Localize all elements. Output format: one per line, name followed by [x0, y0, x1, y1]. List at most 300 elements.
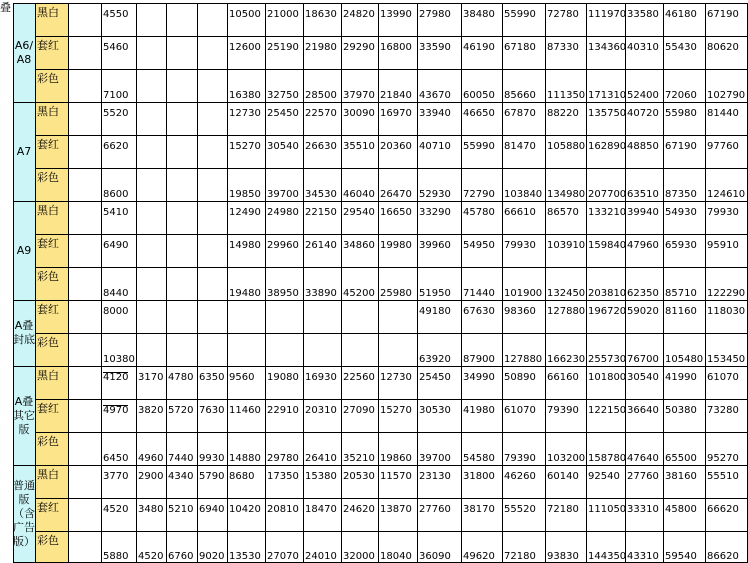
price-cell: 9020	[199, 551, 225, 562]
grid-line-vertical	[136, 3, 137, 563]
grid-line-vertical	[417, 3, 418, 563]
price-cell: 12730	[380, 372, 412, 383]
price-cell	[265, 333, 303, 366]
price-cell: 92540	[588, 471, 620, 482]
grid-line-vertical	[625, 3, 626, 563]
color-label: 黑白	[35, 366, 68, 399]
price-cell: 20310	[305, 405, 337, 416]
price-cell: 55990	[463, 141, 495, 152]
price-cell: 38480	[463, 9, 495, 20]
grid-line-vertical	[227, 3, 228, 563]
price-cell: 27760	[627, 471, 659, 482]
price-cell: 72060	[665, 90, 697, 101]
grid-line-vertical	[68, 3, 69, 563]
grid-line-horizontal	[13, 300, 748, 301]
price-cell: 17350	[267, 471, 299, 482]
price-cell: 66620	[707, 504, 739, 515]
price-cell: 87330	[547, 42, 579, 53]
price-cell: 22150	[305, 207, 337, 218]
price-cell	[136, 36, 166, 69]
price-cell: 41980	[463, 405, 495, 416]
price-cell: 103840	[504, 189, 543, 200]
price-cell: 11460	[229, 405, 261, 416]
color-label: 黑白	[35, 102, 68, 135]
price-cell	[197, 201, 227, 234]
group-category	[13, 465, 35, 563]
price-cell: 9930	[199, 453, 225, 464]
price-cell: 34990	[463, 372, 495, 383]
price-cell: 19860	[380, 453, 412, 464]
price-cell	[303, 300, 341, 333]
grid-line-vertical	[705, 3, 706, 563]
price-cell	[136, 234, 166, 267]
price-cell: 4970	[101, 399, 136, 432]
price-cell: 30540	[267, 141, 299, 152]
price-cell: 25980	[380, 288, 412, 299]
price-cell: 18630	[305, 9, 337, 20]
price-cell: 6940	[199, 504, 225, 515]
color-label: 套红	[35, 399, 68, 432]
price-cell: 9560	[229, 372, 255, 383]
price-cell: 33290	[419, 207, 451, 218]
price-cell: 132450	[547, 288, 586, 299]
price-cell: 25450	[419, 372, 451, 383]
price-cell: 24620	[343, 504, 375, 515]
price-cell: 134360	[588, 42, 627, 53]
price-cell: 95270	[707, 453, 739, 464]
grid-line-horizontal	[35, 399, 748, 400]
price-cell: 5520	[103, 108, 129, 119]
price-cell: 122150	[588, 405, 627, 416]
price-cell: 86570	[547, 207, 579, 218]
price-cell	[197, 234, 227, 267]
price-cell: 47640	[627, 453, 659, 464]
color-label: 黑白	[35, 201, 68, 234]
price-cell: 87350	[665, 189, 697, 200]
price-cell: 26630	[305, 141, 337, 152]
grid-line-horizontal	[13, 3, 748, 4]
price-cell: 31800	[463, 471, 495, 482]
price-cell	[197, 300, 227, 333]
price-cell: 22910	[267, 405, 299, 416]
color-label: 套红	[35, 135, 68, 168]
price-cell: 6620	[103, 141, 129, 152]
price-cell: 47960	[627, 240, 659, 251]
price-cell	[197, 36, 227, 69]
price-cell: 24820	[343, 9, 375, 20]
price-cell: 8600	[103, 189, 129, 200]
price-cell: 45800	[665, 504, 697, 515]
price-cell: 16800	[380, 42, 412, 53]
price-cell: 49620	[463, 551, 495, 562]
price-cell: 4120	[101, 366, 136, 399]
price-cell: 95910	[707, 240, 739, 251]
price-cell: 41990	[665, 372, 697, 383]
price-cell	[166, 201, 197, 234]
price-cell	[265, 300, 303, 333]
price-cell: 4340	[168, 471, 194, 482]
price-cell	[166, 135, 197, 168]
price-cell: 3480	[138, 504, 164, 515]
price-cell: 6490	[103, 240, 129, 251]
price-cell: 29960	[267, 240, 299, 251]
price-cell: 12600	[229, 42, 261, 53]
price-cell: 158780	[588, 453, 627, 464]
price-cell	[166, 267, 197, 300]
price-cell	[166, 168, 197, 201]
price-cell	[136, 267, 166, 300]
price-cell: 59020	[627, 306, 659, 317]
price-cell: 65500	[665, 453, 697, 464]
price-cell	[166, 69, 197, 102]
price-cell: 60140	[547, 471, 579, 482]
price-cell: 81440	[707, 108, 739, 119]
price-cell	[341, 333, 378, 366]
price-cell: 46040	[343, 189, 375, 200]
price-cell: 81470	[504, 141, 536, 152]
grid-line-vertical	[461, 3, 462, 563]
grid-line-vertical	[545, 3, 546, 563]
price-cell: 24010	[305, 551, 337, 562]
price-cell	[303, 333, 341, 366]
price-cell: 34860	[343, 240, 375, 251]
price-cell: 16970	[380, 108, 412, 119]
price-cell: 72180	[547, 504, 579, 515]
price-cell: 34530	[305, 189, 337, 200]
price-cell: 39700	[419, 453, 451, 464]
grid-line-horizontal	[13, 465, 748, 466]
price-cell: 12730	[229, 108, 261, 119]
price-cell: 72180	[504, 551, 536, 562]
price-cell: 20360	[380, 141, 412, 152]
price-cell: 66610	[504, 207, 536, 218]
price-cell: 21980	[305, 42, 337, 53]
price-cell: 10420	[229, 504, 261, 515]
price-cell: 11570	[380, 471, 412, 482]
price-cell: 79930	[504, 240, 536, 251]
price-cell: 118030	[707, 306, 746, 317]
price-cell: 4520	[103, 504, 129, 515]
price-cell: 85710	[665, 288, 697, 299]
price-cell: 61070	[707, 372, 739, 383]
price-cell: 5410	[103, 207, 129, 218]
grid-line-vertical	[502, 3, 503, 563]
price-cell: 26470	[380, 189, 412, 200]
price-cell: 127880	[547, 306, 586, 317]
group-category	[13, 201, 35, 300]
price-cell: 98360	[504, 306, 536, 317]
price-cell: 8680	[229, 471, 255, 482]
group-category-label: 普通版（含广告版）	[13, 479, 35, 548]
price-cell: 20530	[343, 471, 375, 482]
price-cell: 144350	[588, 551, 627, 562]
price-cell: 72790	[463, 189, 495, 200]
grid-line-horizontal	[35, 135, 748, 136]
price-cell: 5880	[103, 551, 129, 562]
color-label: 套红	[35, 498, 68, 531]
price-cell: 134980	[547, 189, 586, 200]
price-cell: 61070	[504, 405, 536, 416]
price-cell: 153450	[707, 354, 746, 365]
price-cell: 37970	[343, 90, 375, 101]
price-cell: 67190	[707, 9, 739, 20]
price-cell: 159840	[588, 240, 627, 251]
price-cell	[197, 3, 227, 36]
price-cell: 40710	[419, 141, 451, 152]
price-cell: 27070	[267, 551, 299, 562]
price-cell: 124610	[707, 189, 746, 200]
page-fragment: 叠	[0, 1, 11, 14]
price-cell: 196720	[588, 306, 627, 317]
group-category	[13, 102, 35, 201]
grid-line-horizontal	[13, 201, 748, 202]
grid-line-horizontal	[35, 36, 748, 37]
price-cell: 67630	[463, 306, 495, 317]
price-cell: 25190	[267, 42, 299, 53]
price-cell	[136, 300, 166, 333]
price-cell	[136, 135, 166, 168]
price-cell: 8000	[103, 306, 129, 317]
price-cell: 135750	[588, 108, 627, 119]
price-cell: 39700	[267, 189, 299, 200]
price-cell: 55990	[504, 9, 536, 20]
price-cell	[197, 333, 227, 366]
grid-line-vertical	[303, 3, 304, 563]
price-cell: 73280	[707, 405, 739, 416]
color-label: 彩色	[35, 531, 68, 563]
price-cell: 72780	[547, 9, 579, 20]
price-cell: 24980	[267, 207, 299, 218]
price-cell: 12490	[229, 207, 261, 218]
price-cell: 127880	[504, 354, 543, 365]
price-cell: 14980	[229, 240, 261, 251]
price-cell: 3820	[138, 405, 164, 416]
price-cell: 15270	[380, 405, 412, 416]
price-cell	[341, 300, 378, 333]
price-cell: 207700	[588, 189, 627, 200]
price-cell: 33890	[305, 288, 337, 299]
group-category-label: A6/A8	[14, 38, 34, 66]
price-cell: 4780	[168, 372, 194, 383]
price-cell: 55430	[665, 42, 697, 53]
color-label: 彩色	[35, 69, 68, 102]
price-cell: 4550	[103, 9, 129, 20]
price-cell: 67180	[504, 42, 536, 53]
price-cell: 102790	[707, 90, 746, 101]
price-cell: 122290	[707, 288, 746, 299]
grid-line-horizontal	[13, 102, 748, 103]
price-cell: 3170	[138, 372, 164, 383]
price-cell: 38160	[665, 471, 697, 482]
price-cell: 203810	[588, 288, 627, 299]
price-cell: 29540	[343, 207, 375, 218]
price-cell: 93830	[547, 551, 579, 562]
price-cell: 67870	[504, 108, 536, 119]
price-cell: 103910	[547, 240, 586, 251]
price-cell: 7630	[199, 405, 225, 416]
price-cell: 5460	[103, 42, 129, 53]
grid-line-vertical	[341, 3, 342, 563]
price-cell: 7100	[103, 90, 129, 101]
price-cell: 5720	[168, 405, 194, 416]
price-cell	[227, 300, 265, 333]
price-cell: 55980	[665, 108, 697, 119]
price-cell: 29780	[267, 453, 299, 464]
price-cell: 43670	[419, 90, 451, 101]
price-cell: 7440	[168, 453, 194, 464]
price-cell: 18040	[380, 551, 412, 562]
group-category	[13, 3, 35, 102]
price-cell	[197, 168, 227, 201]
price-cell: 86620	[707, 551, 739, 562]
price-cell: 16930	[305, 372, 337, 383]
price-cell: 30090	[343, 108, 375, 119]
price-cell	[136, 102, 166, 135]
price-cell	[197, 102, 227, 135]
color-label: 套红	[35, 36, 68, 69]
price-cell: 40720	[627, 108, 659, 119]
price-cell: 13870	[380, 504, 412, 515]
price-cell: 33310	[627, 504, 659, 515]
price-cell: 5790	[199, 471, 225, 482]
price-cell: 255730	[588, 354, 627, 365]
price-cell: 79930	[707, 207, 739, 218]
price-cell: 48850	[627, 141, 659, 152]
grid-line-horizontal	[13, 366, 748, 367]
price-cell: 13530	[229, 551, 261, 562]
price-cell	[227, 333, 265, 366]
price-cell: 22560	[343, 372, 375, 383]
price-cell: 60050	[463, 90, 495, 101]
price-cell: 65930	[665, 240, 697, 251]
price-cell	[136, 333, 166, 366]
price-cell: 105480	[665, 354, 704, 365]
price-cell: 19480	[229, 288, 261, 299]
grid-line-horizontal	[35, 498, 748, 499]
price-cell: 76700	[627, 354, 659, 365]
price-cell	[136, 201, 166, 234]
price-cell: 54950	[463, 240, 495, 251]
price-cell: 52930	[419, 189, 451, 200]
grid-line-vertical	[13, 3, 14, 563]
price-cell: 133210	[588, 207, 627, 218]
grid-line-horizontal	[35, 234, 748, 235]
price-cell: 10380	[103, 354, 135, 365]
price-cell: 33580	[627, 9, 659, 20]
price-cell	[136, 69, 166, 102]
price-cell: 14880	[229, 453, 261, 464]
grid-line-horizontal	[35, 333, 748, 334]
price-cell: 25450	[267, 108, 299, 119]
price-cell: 36090	[419, 551, 451, 562]
grid-line-vertical	[35, 3, 36, 563]
price-cell: 26140	[305, 240, 337, 251]
price-cell	[197, 267, 227, 300]
color-label: 彩色	[35, 432, 68, 465]
price-cell: 38950	[267, 288, 299, 299]
grid-line-horizontal	[35, 69, 748, 70]
price-cell	[378, 300, 417, 333]
price-cell: 32000	[343, 551, 375, 562]
price-cell: 29290	[343, 42, 375, 53]
price-cell	[136, 3, 166, 36]
price-cell: 87900	[463, 354, 495, 365]
price-cell	[197, 135, 227, 168]
grid-line-vertical	[586, 3, 587, 563]
price-cell: 46650	[463, 108, 495, 119]
price-cell: 111050	[588, 504, 627, 515]
price-cell: 28500	[305, 90, 337, 101]
price-cell: 19980	[380, 240, 412, 251]
price-cell: 27090	[343, 405, 375, 416]
price-cell: 105880	[547, 141, 586, 152]
price-cell: 15380	[305, 471, 337, 482]
price-cell: 30530	[419, 405, 451, 416]
price-cell: 33590	[419, 42, 451, 53]
price-cell: 27980	[419, 9, 451, 20]
price-cell: 49180	[419, 306, 451, 317]
price-cell: 10500	[229, 9, 261, 20]
price-cell: 55510	[707, 471, 739, 482]
price-cell: 63510	[627, 189, 659, 200]
price-cell: 33940	[419, 108, 451, 119]
price-cell: 40310	[627, 42, 659, 53]
price-cell: 19080	[267, 372, 299, 383]
price-cell: 85660	[504, 90, 536, 101]
color-label: 黑白	[35, 3, 68, 36]
price-cell: 19850	[229, 189, 261, 200]
price-cell: 162890	[588, 141, 627, 152]
price-cell: 18470	[305, 504, 337, 515]
price-cell: 39960	[419, 240, 451, 251]
price-cell: 45200	[343, 288, 375, 299]
price-cell: 21000	[267, 9, 299, 20]
price-cell: 21840	[380, 90, 412, 101]
price-cell: 36640	[627, 405, 659, 416]
price-cell: 23130	[419, 471, 451, 482]
price-cell	[136, 168, 166, 201]
price-cell: 171310	[588, 90, 627, 101]
price-cell: 16380	[229, 90, 261, 101]
price-cell: 46180	[665, 9, 697, 20]
price-cell: 5210	[168, 504, 194, 515]
group-category-label: A9	[16, 243, 32, 257]
price-cell: 35210	[343, 453, 375, 464]
price-cell: 30540	[627, 372, 659, 383]
price-cell: 62350	[627, 288, 659, 299]
price-cell: 103200	[547, 453, 586, 464]
price-cell: 54580	[463, 453, 495, 464]
price-cell: 71440	[463, 288, 495, 299]
price-cell: 59540	[665, 551, 697, 562]
price-cell: 22570	[305, 108, 337, 119]
grid-line-horizontal	[35, 168, 748, 169]
price-cell: 38170	[463, 504, 495, 515]
price-cell: 66160	[547, 372, 579, 383]
price-cell: 39940	[627, 207, 659, 218]
price-cell: 101800	[588, 372, 627, 383]
color-label: 套红	[35, 300, 68, 333]
grid-line-vertical	[663, 3, 664, 563]
price-cell: 111350	[547, 90, 586, 101]
grid-line-vertical	[101, 3, 102, 563]
price-cell: 81160	[665, 306, 697, 317]
price-cell	[166, 3, 197, 36]
price-cell: 88220	[547, 108, 579, 119]
price-cell: 16650	[380, 207, 412, 218]
price-cell	[378, 333, 417, 366]
price-cell	[166, 333, 197, 366]
